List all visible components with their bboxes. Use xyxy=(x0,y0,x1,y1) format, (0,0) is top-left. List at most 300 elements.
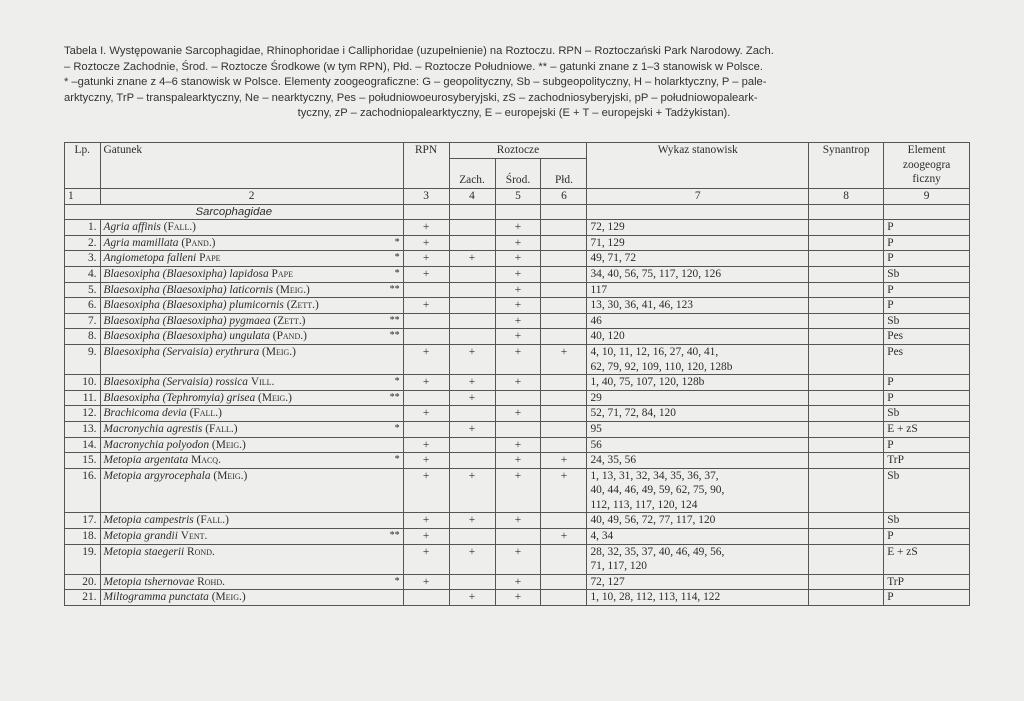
sites-list xyxy=(587,529,809,545)
species-author: Pape xyxy=(271,267,293,280)
zoogeographic-element: P xyxy=(884,529,970,545)
zach-mark: + xyxy=(449,590,495,606)
table-row xyxy=(65,390,970,406)
species-author: Rohd. xyxy=(197,575,225,588)
table-row xyxy=(65,313,970,329)
zach-mark: + xyxy=(449,375,495,391)
empty-cell xyxy=(587,204,809,220)
species-cell xyxy=(100,590,403,606)
species-cell xyxy=(100,468,403,513)
sites-list xyxy=(587,375,809,391)
species-name: Blaesoxipha (Blaesoxipha) ungulata xyxy=(103,330,270,343)
species-author: (Pand.) xyxy=(181,236,216,249)
rarity-mark: ** xyxy=(389,314,400,326)
row-lp: 1. xyxy=(65,220,101,236)
rpn-mark xyxy=(403,590,449,606)
synantrop-mark xyxy=(809,235,884,251)
row-lp: 17. xyxy=(65,513,101,529)
row-lp: 12. xyxy=(65,406,101,422)
header-pld: Płd. xyxy=(541,159,587,189)
sites-line: 62, 79, 92, 109, 110, 120, 128b xyxy=(590,360,733,373)
sites-line: 95 xyxy=(590,422,602,435)
zach-mark xyxy=(449,282,495,298)
pld-mark xyxy=(541,235,587,251)
srod-mark: + xyxy=(495,298,541,314)
sites-line: 40, 44, 46, 49, 59, 62, 75, 90, xyxy=(590,484,725,497)
species-author: (Meig.) xyxy=(213,469,248,482)
pld-mark xyxy=(541,298,587,314)
synantrop-mark xyxy=(809,437,884,453)
zoogeographic-element: P xyxy=(884,251,970,267)
table-row xyxy=(65,468,970,513)
zach-mark xyxy=(449,329,495,345)
sites-list xyxy=(587,437,809,453)
species-author: (Fall.) xyxy=(196,514,229,527)
species-author: Macq. xyxy=(191,454,221,467)
row-lp: 3. xyxy=(65,251,101,267)
sites-line: 71, 129 xyxy=(590,236,625,249)
sites-list xyxy=(587,453,809,469)
species-author: Rond. xyxy=(187,545,215,558)
srod-mark xyxy=(495,421,541,437)
species-name: Blaesoxipha (Blaesoxipha) lapidosa xyxy=(103,267,269,280)
species-author: (Meig.) xyxy=(211,591,246,604)
species-cell xyxy=(100,235,403,251)
rpn-mark: + xyxy=(403,406,449,422)
rarity-mark: ** xyxy=(389,391,400,403)
srod-mark: + xyxy=(495,266,541,282)
srod-mark: + xyxy=(495,329,541,345)
srod-mark: + xyxy=(495,344,541,374)
rarity-mark: * xyxy=(394,267,400,279)
sites-list xyxy=(587,220,809,236)
zoogeographic-element: Sb xyxy=(884,406,970,422)
header-gatunek: Gatunek xyxy=(100,143,403,189)
species-name: Blaesoxipha (Blaesoxipha) laticornis xyxy=(103,283,274,296)
synantrop-mark xyxy=(809,468,884,513)
species-cell xyxy=(100,329,403,345)
synantrop-mark xyxy=(809,390,884,406)
zach-mark xyxy=(449,313,495,329)
srod-mark: + xyxy=(495,468,541,513)
sites-line: 56 xyxy=(590,438,602,451)
rarity-mark: * xyxy=(394,454,400,466)
rpn-mark: + xyxy=(403,574,449,590)
species-author: (Zett.) xyxy=(286,299,319,312)
species-name: Metopia argyrocephala xyxy=(103,469,211,482)
row-lp: 5. xyxy=(65,282,101,298)
table-body xyxy=(65,220,970,606)
pld-mark xyxy=(541,513,587,529)
col-num: 2 xyxy=(100,189,403,205)
zoogeographic-element: P xyxy=(884,375,970,391)
sites-list xyxy=(587,282,809,298)
caption-line: Tabela I. Występowanie Sarcophagidae, Rhinophoridae i Calliphoridae (uzupełnienie) na Roztoczu. RPN – Roztoczański Park Narodowy. Zach. xyxy=(64,45,774,57)
srod-mark: + xyxy=(495,375,541,391)
sites-list xyxy=(587,390,809,406)
species-cell xyxy=(100,453,403,469)
synantrop-mark xyxy=(809,590,884,606)
table-row xyxy=(65,513,970,529)
col-num: 8 xyxy=(809,189,884,205)
table-row xyxy=(65,421,970,437)
sites-line: 28, 32, 35, 37, 40, 46, 49, 56, xyxy=(590,545,725,558)
synantrop-mark xyxy=(809,574,884,590)
col-num: 5 xyxy=(495,189,541,205)
species-cell xyxy=(100,437,403,453)
species-author: Vent. xyxy=(180,530,208,543)
rpn-mark: + xyxy=(403,344,449,374)
species-name: Angiometopa falleni xyxy=(103,252,197,265)
zoogeographic-element: Sb xyxy=(884,313,970,329)
col-num: 6 xyxy=(541,189,587,205)
rpn-mark: + xyxy=(403,220,449,236)
sites-list xyxy=(587,406,809,422)
species-cell xyxy=(100,406,403,422)
pld-mark xyxy=(541,313,587,329)
sites-list xyxy=(587,235,809,251)
zoogeographic-element: P xyxy=(884,298,970,314)
species-name: Metopia tshernovae xyxy=(103,575,195,588)
pld-mark xyxy=(541,251,587,267)
species-name: Blaesoxipha (Blaesoxipha) pygmaea xyxy=(103,314,271,327)
caption-line: * –gatunki znane z 4–6 stanowisk w Polsce. Elementy zoogeograficzne: G – geopolityczny, Sb – subgeopolityczny, H – holarktyczny, P – pale- xyxy=(64,76,767,89)
zoogeographic-element: P xyxy=(884,390,970,406)
row-lp: 2. xyxy=(65,235,101,251)
zach-mark: + xyxy=(449,544,495,574)
pld-mark: + xyxy=(541,344,587,374)
header-rpn: RPN xyxy=(403,143,449,189)
table-row xyxy=(65,375,970,391)
species-author: (Fall.) xyxy=(205,422,238,435)
header-element-line: Element xyxy=(907,144,946,156)
header-srod: Środ. xyxy=(495,159,541,189)
species-name: Agria affinis xyxy=(103,221,161,234)
header-element-line: zoogeogra xyxy=(902,158,951,171)
header-lp: Lp. xyxy=(65,143,101,189)
sites-line: 4, 34 xyxy=(590,530,614,543)
sites-line: 71, 117, 120 xyxy=(590,560,647,573)
synantrop-mark xyxy=(809,329,884,345)
species-name: Macronychia agrestis xyxy=(103,422,203,435)
pld-mark xyxy=(541,544,587,574)
row-lp: 16. xyxy=(65,468,101,513)
rpn-mark xyxy=(403,313,449,329)
rarity-mark: * xyxy=(394,236,400,248)
sites-line: 1, 13, 31, 32, 34, 35, 36, 37, xyxy=(590,469,719,482)
species-author: (Meig.) xyxy=(258,391,292,404)
species-name: Agria mamillata xyxy=(103,236,179,249)
species-cell xyxy=(100,344,403,374)
zoogeographic-element: Sb xyxy=(884,513,970,529)
empty-cell xyxy=(449,204,495,220)
zoogeographic-element: Pes xyxy=(884,344,970,374)
synantrop-mark xyxy=(809,251,884,267)
table-row xyxy=(65,220,970,236)
srod-mark: + xyxy=(495,235,541,251)
species-name: Macronychia polyodon xyxy=(103,438,210,451)
srod-mark xyxy=(495,390,541,406)
species-name: Metopia campestris xyxy=(103,514,194,527)
row-lp: 19. xyxy=(65,544,101,574)
zach-mark: + xyxy=(449,468,495,513)
pld-mark xyxy=(541,406,587,422)
column-numbers xyxy=(65,189,970,205)
rpn-mark: + xyxy=(403,251,449,267)
table-row xyxy=(65,266,970,282)
row-lp: 20. xyxy=(65,574,101,590)
rpn-mark: + xyxy=(403,468,449,513)
species-name: Metopia argentata xyxy=(103,454,189,467)
zach-mark: + xyxy=(449,421,495,437)
sites-line: 24, 35, 56 xyxy=(590,454,637,467)
species-name: Blaesoxipha (Servaisia) erythrura xyxy=(103,345,260,358)
sites-list xyxy=(587,574,809,590)
species-name: Metopia grandii xyxy=(103,530,178,543)
species-cell xyxy=(100,298,403,314)
species-author: (Fall.) xyxy=(163,221,196,234)
species-cell xyxy=(100,266,403,282)
sites-line: 52, 71, 72, 84, 120 xyxy=(590,407,676,420)
zach-mark xyxy=(449,298,495,314)
table-row xyxy=(65,406,970,422)
pld-mark: + xyxy=(541,529,587,545)
srod-mark: + xyxy=(495,513,541,529)
srod-mark: + xyxy=(495,220,541,236)
zach-mark xyxy=(449,453,495,469)
caption-line: – Roztocze Zachodnie, Środ. – Roztocze Środkowe (w tym RPN), Płd. – Roztocze Południowe. ** – gatunki znane z 1–3 stanowisk w Polsce. xyxy=(64,60,763,73)
synantrop-mark xyxy=(809,529,884,545)
zoogeographic-element: Sb xyxy=(884,468,970,513)
table-row xyxy=(65,282,970,298)
zoogeographic-element: TrP xyxy=(884,574,970,590)
rarity-mark: ** xyxy=(389,530,400,542)
sites-line: 40, 120 xyxy=(590,330,625,343)
table-row xyxy=(65,251,970,267)
rpn-mark xyxy=(403,329,449,345)
sites-line: 72, 127 xyxy=(590,575,625,588)
srod-mark: + xyxy=(495,313,541,329)
table-row xyxy=(65,529,970,545)
table-caption xyxy=(64,44,964,122)
sites-line: 72, 129 xyxy=(590,221,625,234)
rarity-mark: * xyxy=(394,422,400,434)
zach-mark xyxy=(449,235,495,251)
rpn-mark: + xyxy=(403,544,449,574)
pld-mark: + xyxy=(541,453,587,469)
zoogeographic-element: P xyxy=(884,590,970,606)
rpn-mark: + xyxy=(403,529,449,545)
col-num: 1 xyxy=(65,189,101,205)
rpn-mark xyxy=(403,390,449,406)
row-lp: 21. xyxy=(65,590,101,606)
row-lp: 14. xyxy=(65,437,101,453)
species-cell xyxy=(100,529,403,545)
row-lp: 7. xyxy=(65,313,101,329)
species-name: Blaesoxipha (Blaesoxipha) plumicornis xyxy=(103,299,284,312)
zoogeographic-element: TrP xyxy=(884,453,970,469)
caption-line: arktyczny, TrP – transpalearktyczny, Ne – nearktyczny, Pes – południowoeurosyberyjski, zS – zachodniosyberyjski, pP – południowopaleark- xyxy=(64,91,758,104)
zach-mark xyxy=(449,220,495,236)
row-lp: 6. xyxy=(65,298,101,314)
rpn-mark: + xyxy=(403,266,449,282)
sites-list xyxy=(587,313,809,329)
srod-mark: + xyxy=(495,544,541,574)
zach-mark: + xyxy=(449,513,495,529)
zoogeographic-element: E + zS xyxy=(884,544,970,574)
rpn-mark xyxy=(403,282,449,298)
table-row xyxy=(65,344,970,374)
header-zach: Zach. xyxy=(449,159,495,189)
zoogeographic-element: P xyxy=(884,437,970,453)
species-cell xyxy=(100,220,403,236)
sites-line: 34, 40, 56, 75, 117, 120, 126 xyxy=(590,267,722,280)
header-element-line: ficzny xyxy=(912,173,941,186)
sites-list xyxy=(587,344,809,374)
row-lp: 15. xyxy=(65,453,101,469)
synantrop-mark xyxy=(809,421,884,437)
species-name: Brachicoma devia xyxy=(103,407,187,420)
zach-mark: + xyxy=(449,251,495,267)
row-lp: 13. xyxy=(65,421,101,437)
species-cell xyxy=(100,251,403,267)
pld-mark xyxy=(541,421,587,437)
row-lp: 10. xyxy=(65,375,101,391)
table-row xyxy=(65,544,970,574)
sites-list xyxy=(587,421,809,437)
table-row xyxy=(65,437,970,453)
sites-list xyxy=(587,544,809,574)
row-lp: 4. xyxy=(65,266,101,282)
zach-mark xyxy=(449,406,495,422)
sites-line: 49, 71, 72 xyxy=(590,252,637,265)
table-row xyxy=(65,453,970,469)
srod-mark: + xyxy=(495,406,541,422)
srod-mark: + xyxy=(495,437,541,453)
row-lp: 8. xyxy=(65,329,101,345)
zoogeographic-element: P xyxy=(884,220,970,236)
col-num: 7 xyxy=(587,189,809,205)
species-name: Blaesoxipha (Servaisia) rossica xyxy=(103,376,248,389)
synantrop-mark xyxy=(809,513,884,529)
zach-mark xyxy=(449,574,495,590)
srod-mark: + xyxy=(495,453,541,469)
species-author: Pape xyxy=(199,252,221,265)
species-author: (Meig.) xyxy=(275,283,310,296)
synantrop-mark xyxy=(809,266,884,282)
table-row xyxy=(65,574,970,590)
empty-cell xyxy=(403,204,449,220)
species-author: Vill. xyxy=(250,376,275,389)
pld-mark xyxy=(541,437,587,453)
col-num: 4 xyxy=(449,189,495,205)
pld-mark xyxy=(541,375,587,391)
species-name: Blaesoxipha (Tephromyia) grisea xyxy=(103,391,256,404)
species-cell xyxy=(100,390,403,406)
sites-list xyxy=(587,251,809,267)
rpn-mark: + xyxy=(403,513,449,529)
empty-cell xyxy=(495,204,541,220)
sites-line: 112, 113, 117, 120, 124 xyxy=(590,498,698,511)
rarity-mark: ** xyxy=(389,283,400,295)
sites-line: 29 xyxy=(590,391,602,404)
srod-mark: + xyxy=(495,282,541,298)
sites-line: 117 xyxy=(590,283,608,296)
species-cell xyxy=(100,375,403,391)
pld-mark xyxy=(541,574,587,590)
table-row xyxy=(65,235,970,251)
pld-mark xyxy=(541,220,587,236)
synantrop-mark xyxy=(809,453,884,469)
row-lp: 18. xyxy=(65,529,101,545)
sites-list xyxy=(587,298,809,314)
species-cell xyxy=(100,574,403,590)
species-cell xyxy=(100,513,403,529)
col-num: 9 xyxy=(884,189,970,205)
zach-mark xyxy=(449,437,495,453)
sites-line: 4, 10, 11, 12, 16, 27, 40, 41, xyxy=(590,345,719,358)
zoogeographic-element: P xyxy=(884,235,970,251)
srod-mark xyxy=(495,529,541,545)
rarity-mark: * xyxy=(394,376,400,388)
species-cell xyxy=(100,544,403,574)
sites-line: 1, 40, 75, 107, 120, 128b xyxy=(590,376,705,389)
sites-line: 1, 10, 28, 112, 113, 114, 122 xyxy=(590,591,721,604)
srod-mark: + xyxy=(495,251,541,267)
rpn-mark: + xyxy=(403,235,449,251)
pld-mark xyxy=(541,590,587,606)
srod-mark: + xyxy=(495,574,541,590)
header-wykaz: Wykaz stanowisk xyxy=(587,143,809,189)
species-cell xyxy=(100,313,403,329)
sites-list xyxy=(587,266,809,282)
species-author: (Meig.) xyxy=(262,345,296,358)
row-lp: 11. xyxy=(65,390,101,406)
species-name: Miltogramma punctata xyxy=(103,591,209,604)
species-table xyxy=(64,142,970,606)
pld-mark xyxy=(541,329,587,345)
table-row xyxy=(65,329,970,345)
sites-line: 13, 30, 36, 41, 46, 123 xyxy=(590,299,693,312)
synantrop-mark xyxy=(809,375,884,391)
zach-mark: + xyxy=(449,344,495,374)
sites-list xyxy=(587,468,809,513)
species-name: Metopia staegerii xyxy=(103,545,185,558)
zoogeographic-element: Pes xyxy=(884,329,970,345)
srod-mark: + xyxy=(495,590,541,606)
pld-mark xyxy=(541,282,587,298)
species-author: (Meig.) xyxy=(211,438,246,451)
zoogeographic-element: E + zS xyxy=(884,421,970,437)
rarity-mark: * xyxy=(394,252,400,264)
sites-list xyxy=(587,513,809,529)
synantrop-mark xyxy=(809,544,884,574)
zach-mark xyxy=(449,266,495,282)
species-cell xyxy=(100,282,403,298)
zoogeographic-element: P xyxy=(884,282,970,298)
pld-mark: + xyxy=(541,468,587,513)
pld-mark xyxy=(541,266,587,282)
sites-line: 46 xyxy=(590,314,602,327)
header-roztocze: Roztocze xyxy=(449,143,587,159)
sites-list xyxy=(587,329,809,345)
species-author: (Zett.) xyxy=(273,314,306,327)
empty-cell xyxy=(541,204,587,220)
zoogeographic-element: Sb xyxy=(884,266,970,282)
col-num: 3 xyxy=(403,189,449,205)
header-synantrop: Synantrop xyxy=(809,143,884,189)
caption-line: tyczny, zP – zachodniopalearktyczny, E – europejski (E + T – europejski + Tadżykistan). xyxy=(297,107,731,120)
